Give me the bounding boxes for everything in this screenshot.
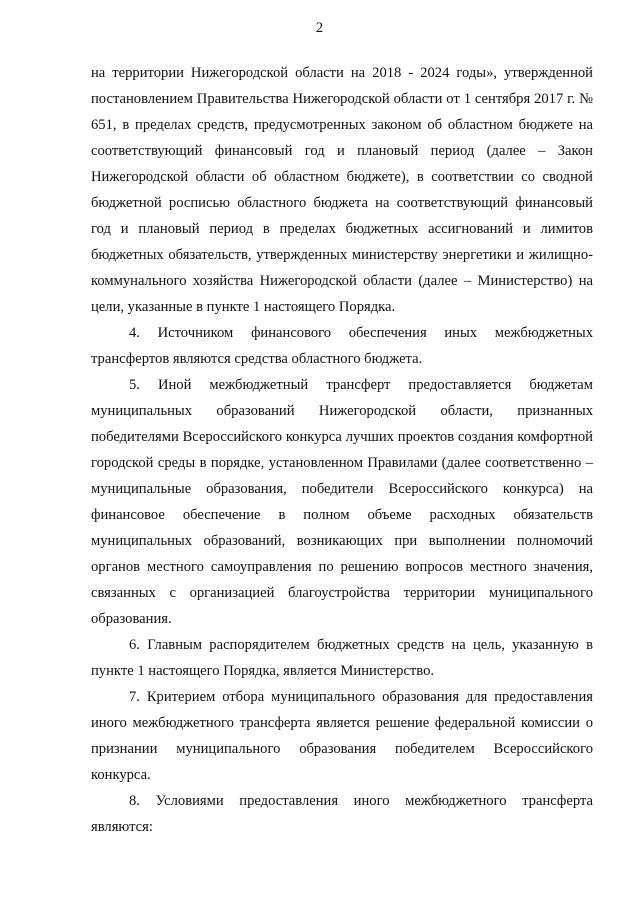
document-body	[91, 60, 593, 840]
paragraph-item-7: 7. Критерием отбора муниципального образования для предоставления иного межбюджетного трансферта является решение федеральной комиссии о признании муниципального образования победителем Всероссийского конкурса.	[91, 689, 593, 783]
paragraph-item-5: 5. Иной межбюджетный трансферт предоставляется бюджетам муниципальных образований Нижегородской области, признанных победителями Всероссийского конкурса лучших проектов создания комфортной городской среды в порядке, установленном Правилами (далее соответственно – муниципальные образования, победители Всероссийского конкурса) на финансовое обеспечение в полном объеме расходных обязательств муниципальных образований, возникающих при выполнении полномочий органов местного самоуправления по решению вопросов местного значения, связанных с организацией благоустройства территории муниципального образования.	[91, 377, 593, 627]
page-number: 2	[315, 20, 324, 36]
paragraph-item-4: 4. Источником финансового обеспечения иных межбюджетных трансфертов являются средства областного бюджета.	[91, 325, 593, 367]
paragraph-continuation: на территории Нижегородской области на 2018 - 2024 годы», утвержденной постановлением Правительства Нижегородской области от 1 сентября 2017 г. № 651, в пределах средств, предусмотренных законом об областном бюджете на соответствующий финансовый год и плановый период (далее – Закон Нижегородской области об областном бюджете), в соответствии со сводной бюджетной росписью областного бюджета на соответствующий финансовый год и плановый период в пределах бюджетных ассигнований и лимитов бюджетных обязательств, утвержденных министерству энергетики и жилищно-коммунального хозяйства Нижегородской области (далее – Министерство) на цели, указанные в пункте 1 настоящего Порядка.	[91, 65, 593, 315]
paragraph-item-8: 8. Условиями предоставления иного межбюджетного трансферта являются:	[91, 793, 593, 835]
paragraph-item-6: 6. Главным распорядителем бюджетных средств на цель, указанную в пункте 1 настоящего Порядка, является Министерство.	[91, 637, 593, 679]
